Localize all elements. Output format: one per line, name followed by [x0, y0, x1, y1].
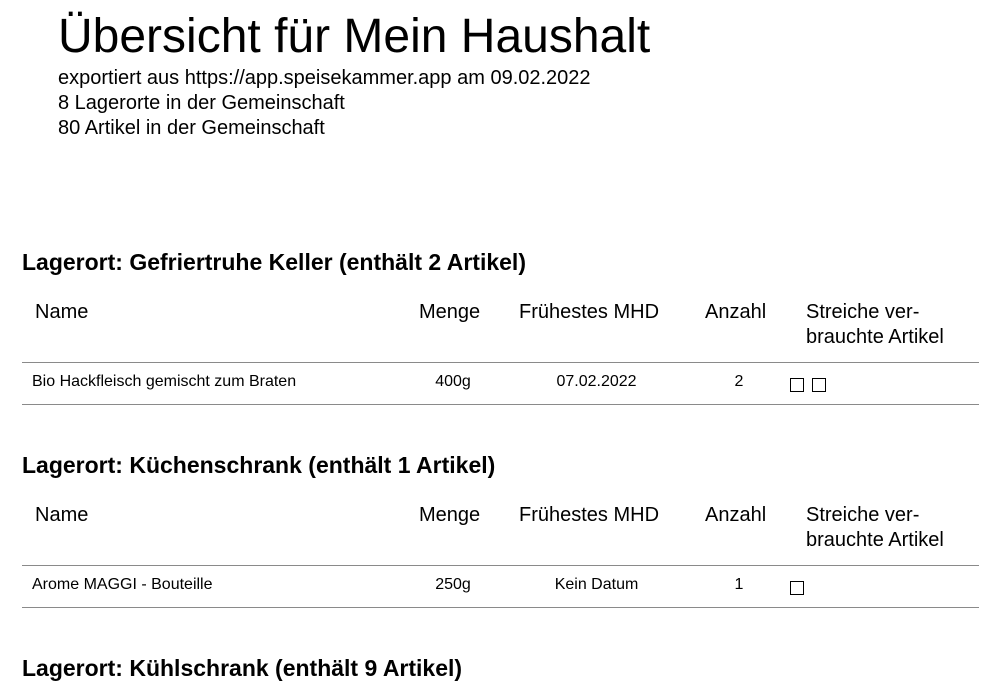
- consume-checkbox[interactable]: [790, 581, 804, 595]
- divider: [22, 362, 979, 363]
- item-mhd: 07.02.2022: [556, 373, 637, 390]
- column-header-menge: Menge: [419, 504, 481, 526]
- consume-checkboxes: [790, 378, 826, 392]
- consume-checkbox[interactable]: [812, 378, 826, 392]
- document-header: [58, 8, 650, 141]
- column-header-mhd: Frühestes MHD: [519, 301, 660, 323]
- item-count: 80 Artikel in der Gemeinschaft: [58, 117, 325, 139]
- export-info: exportiert aus https://app.speisekammer.app am 09.02.2022: [58, 67, 591, 89]
- column-header-anzahl: Anzahl: [705, 504, 767, 526]
- item-name: Bio Hackfleisch gemischt zum Braten: [32, 373, 297, 390]
- consume-checkbox[interactable]: [790, 378, 804, 392]
- column-header-streiche: Streiche ver-brauchte Artikel: [806, 301, 944, 348]
- item-menge: 400g: [435, 373, 471, 390]
- divider: [22, 565, 979, 566]
- item-menge: 250g: [435, 576, 471, 593]
- column-header-name: Name: [35, 301, 89, 323]
- column-header-mhd: Frühestes MHD: [519, 504, 660, 526]
- column-header-name: Name: [35, 504, 89, 526]
- section-title: Lagerort: Küchenschrank (enthält 1 Artikel): [22, 452, 496, 478]
- column-header-anzahl: Anzahl: [705, 301, 767, 323]
- item-name: Arome MAGGI - Bouteille: [32, 576, 213, 593]
- section-title: Lagerort: Kühlschrank (enthält 9 Artikel): [22, 655, 463, 681]
- column-header-streiche: Streiche ver-brauchte Artikel: [806, 504, 944, 551]
- section-title: Lagerort: Gefriertruhe Keller (enthält 2 Artikel): [22, 249, 526, 275]
- divider: [22, 607, 979, 608]
- consume-checkboxes: [790, 581, 804, 595]
- item-anzahl: 2: [734, 373, 744, 390]
- item-anzahl: 1: [734, 576, 744, 593]
- page-title: Übersicht für Mein Haushalt: [58, 10, 651, 63]
- divider: [22, 404, 979, 405]
- column-header-menge: Menge: [419, 301, 481, 323]
- storage-count: 8 Lagerorte in der Gemeinschaft: [58, 92, 345, 114]
- item-mhd: Kein Datum: [554, 576, 639, 593]
